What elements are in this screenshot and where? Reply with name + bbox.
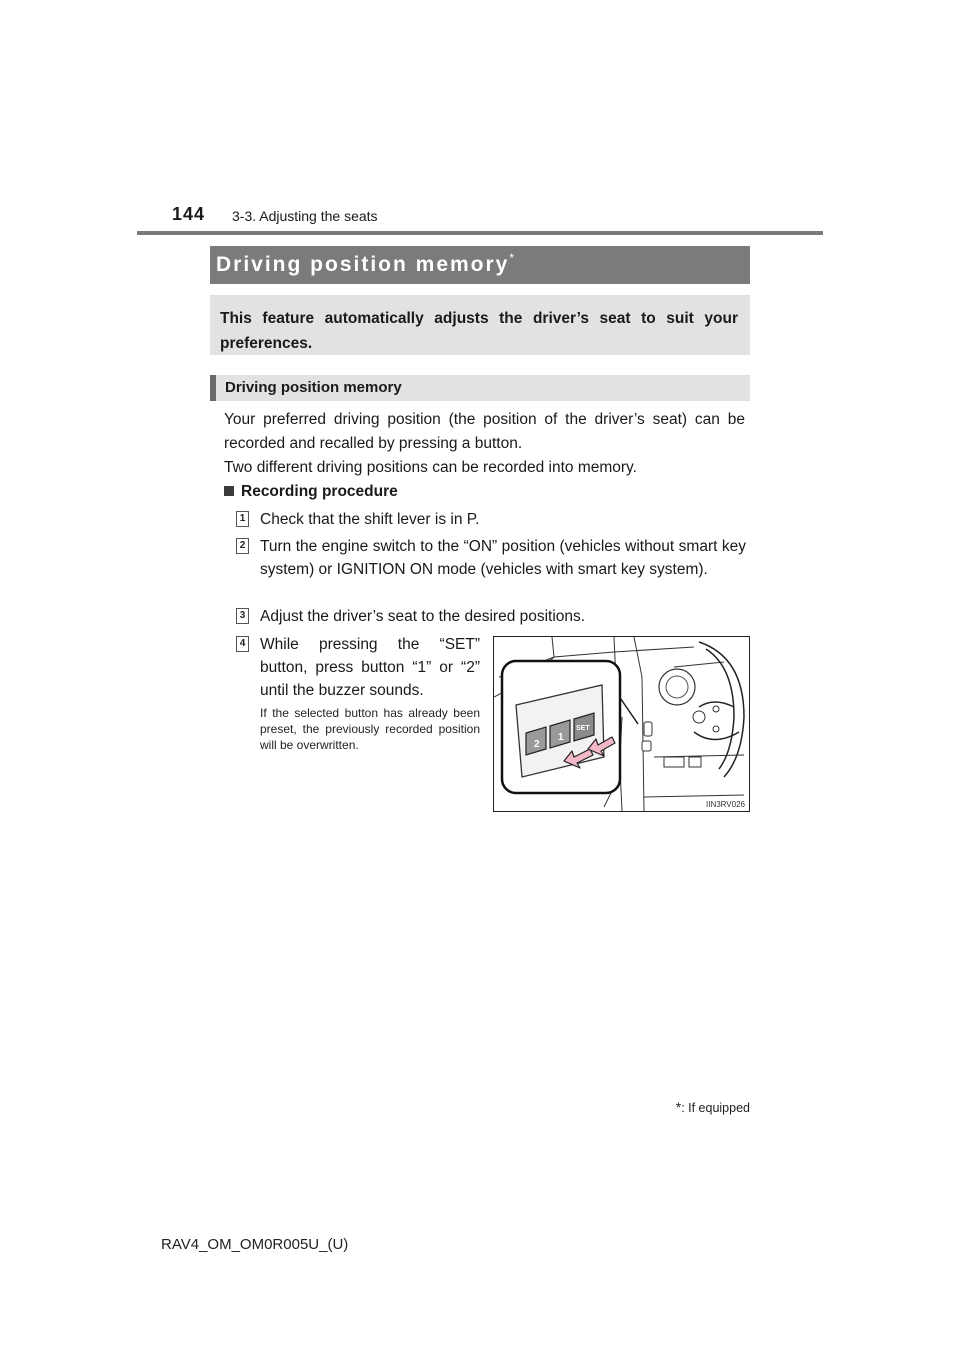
header-rule (137, 231, 823, 235)
page-number: 144 (172, 204, 206, 224)
button-label-2: 2 (534, 739, 540, 750)
figure-code: IIN3RV026 (706, 800, 745, 809)
button-label-1: 1 (558, 732, 564, 743)
intro-text: This feature automatically adjusts the driver’s seat to suit your preferences. (220, 310, 738, 352)
step-number: 3 (236, 608, 249, 624)
section-title: Driving position memory (216, 253, 510, 276)
square-bullet-icon (224, 486, 234, 496)
paragraph: Two different driving positions can be recorded into memory. (224, 459, 637, 476)
step-number: 4 (236, 636, 249, 652)
document-code: RAV4_OM_OM0R005U_(U) (161, 1236, 349, 1253)
footnote-marker: * (675, 1099, 682, 1115)
step-number: 2 (236, 538, 249, 554)
step-text: Check that the shift lever is in P. (260, 511, 480, 528)
subsection-heading-text: Driving position memory (225, 379, 402, 396)
paragraph: Your preferred driving position (the position of the driver’s seat) can be recorded and recalled by pressing a button. (224, 411, 745, 452)
procedure-heading (224, 483, 398, 501)
button-label-set: SET (576, 725, 590, 732)
dashboard-illustration (494, 637, 749, 811)
memory-buttons-illustration (493, 636, 750, 812)
step-text: While pressing the “SET” button, press button “1” or “2” until the buzzer sounds. (260, 636, 480, 699)
step-note: If the selected button has already been preset, the previously recorded position will be overwritten. (260, 706, 480, 752)
step-text: Turn the engine switch to the “ON” position (vehicles without smart key system) or IGNITION ON mode (vehicles with smart key system). (260, 538, 746, 578)
footnote-text: : If equipped (681, 1101, 750, 1115)
step-number: 1 (236, 511, 249, 527)
subsection-heading (210, 375, 750, 401)
intro-box (210, 295, 750, 355)
section-title-bar (210, 246, 750, 284)
step-text: Adjust the driver’s seat to the desired positions. (260, 608, 586, 625)
if-equipped-marker: * (509, 251, 515, 265)
footnote (640, 1099, 750, 1115)
section-reference: 3-3. Adjusting the seats (232, 208, 378, 224)
procedure-heading-text: Recording procedure (241, 483, 398, 500)
